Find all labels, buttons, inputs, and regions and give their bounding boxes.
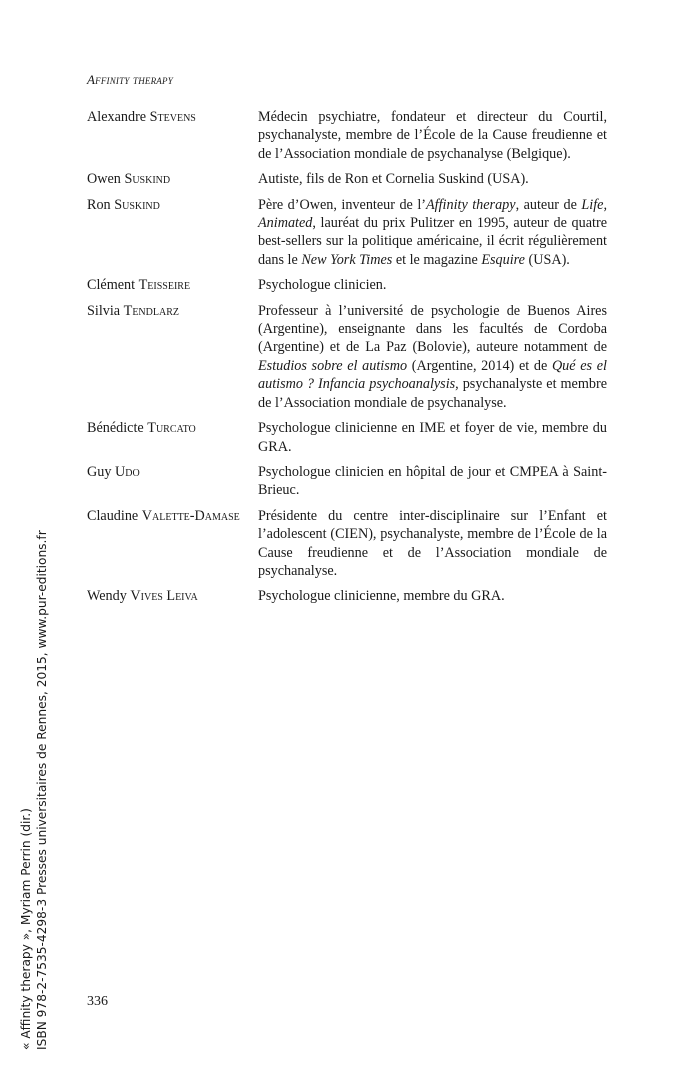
description-text: Psychologue clinicien.	[258, 277, 387, 294]
contributor-description	[258, 419, 607, 456]
contributor-description	[258, 302, 607, 412]
contributor-surname: Turcato	[147, 420, 196, 437]
contributor-entry	[87, 108, 607, 163]
contributor-surname: Suskind	[124, 171, 171, 188]
contributor-surname: Valette-Damase	[141, 507, 240, 524]
contributor-first-name: Clément	[87, 277, 136, 294]
description-text: (USA).	[524, 251, 570, 268]
contributor-name	[87, 302, 258, 412]
description-text: , psychanalyste et membre de l’Association mondiale de psychanalyse.	[258, 376, 607, 411]
description-text: Père d’Owen, inventeur de l’	[258, 196, 426, 213]
description-text: Psychologue clinicienne, membre du GRA.	[258, 588, 505, 605]
contributor-first-name: Alexandre	[87, 109, 147, 125]
description-text: Professeur à l’université de psychologie de Buenos Aires (Argentine), enseignante dans les facultés de Cordoba (Argentine) et de La Paz (Bolovie), auteure notamment de	[258, 302, 607, 356]
italic-title: Esquire	[481, 251, 525, 268]
italic-title: Life, Animated	[258, 196, 607, 232]
contributor-name	[87, 170, 258, 188]
contributor-entry	[87, 507, 607, 581]
contributor-name	[87, 276, 258, 294]
contributor-surname: Teisseire	[138, 277, 191, 294]
running-head: Affinity therapy	[87, 72, 173, 87]
contributor-name	[87, 587, 258, 605]
contributor-name	[87, 419, 258, 456]
description-text: Psychologue clinicien en hôpital de jour et CMPEA à Saint-Brieuc.	[258, 463, 607, 499]
contributor-name	[87, 507, 258, 581]
contributor-first-name: Wendy	[87, 588, 127, 605]
contributor-entry	[87, 196, 607, 270]
contributor-first-name: Guy	[87, 463, 112, 480]
description-text: Présidente du centre inter-disciplinaire sur l’Enfant et l’adolescent (CIEN), psychanalyste, membre de l’École de la Cause freudienne et de l’Association mondiale de psychanalyse.	[258, 507, 607, 579]
contributor-surname: Udo	[114, 463, 140, 480]
page-number: 336	[87, 994, 108, 1009]
italic-title: Estudios sobre el autismo	[258, 357, 408, 374]
copyright-side-note	[18, 530, 50, 1050]
contributor-description	[258, 587, 607, 605]
italic-title: Qué es el autismo ? Infancia psychoanalysis	[258, 357, 607, 393]
contributor-entry	[87, 276, 607, 294]
contributor-description	[258, 170, 607, 188]
contributor-name	[87, 463, 258, 500]
contributor-entry	[87, 170, 607, 188]
contributor-first-name: Ron	[87, 196, 111, 213]
contributor-name	[87, 108, 258, 163]
description-text: Médecin psychiatre, fondateur et directeur du Courtil, psychanalyste, membre de l’École de la Cause freudienne et de l’Association mondiale de psychanalyse (Belgique).	[258, 109, 607, 162]
contributor-entry	[87, 419, 607, 456]
italic-title: Affinity therapy	[425, 196, 516, 213]
description-text: (Argentine, 2014) et de	[407, 357, 552, 374]
contributor-description	[258, 276, 607, 294]
contributor-surname: Vives Leiva	[130, 588, 198, 605]
contributor-description	[258, 507, 607, 581]
contributor-surname: Tendlarz	[123, 302, 179, 319]
contributor-first-name: Claudine	[87, 507, 139, 524]
contributor-description	[258, 108, 607, 163]
side-note-line-2: ISBN 978-2-7535-4298-3 Presses universitaires de Rennes, 2015, www.pur-editions.fr	[35, 530, 49, 1050]
contributors-list	[87, 108, 607, 613]
contributor-description	[258, 196, 607, 270]
contributor-first-name: Bénédicte	[87, 420, 144, 437]
contributor-entry	[87, 587, 607, 605]
description-text: , auteur de	[515, 196, 582, 213]
italic-title: New York Times	[301, 251, 393, 268]
contributor-entry	[87, 302, 607, 412]
contributor-surname: Suskind	[114, 196, 160, 213]
contributor-first-name: Owen	[87, 171, 121, 188]
contributor-first-name: Silvia	[87, 302, 121, 319]
contributor-description	[258, 463, 607, 500]
side-note-line-1: « Affinity therapy », Myriam Perrin (dir.)	[19, 808, 33, 1050]
description-text: et le magazine	[392, 251, 482, 268]
description-text: Autiste, fils de Ron et Cornelia Suskind (USA).	[258, 171, 529, 188]
contributor-entry	[87, 463, 607, 500]
contributor-name	[87, 196, 258, 270]
description-text: Psychologue clinicienne en IME et foyer de vie, membre du GRA.	[258, 420, 607, 455]
description-text: , lauréat du prix Pulitzer en 1995, auteur de quatre best-sellers sur la politique américaine, il écrit régulièrement dans le	[258, 215, 607, 268]
contributor-surname: Stevens	[149, 109, 196, 125]
